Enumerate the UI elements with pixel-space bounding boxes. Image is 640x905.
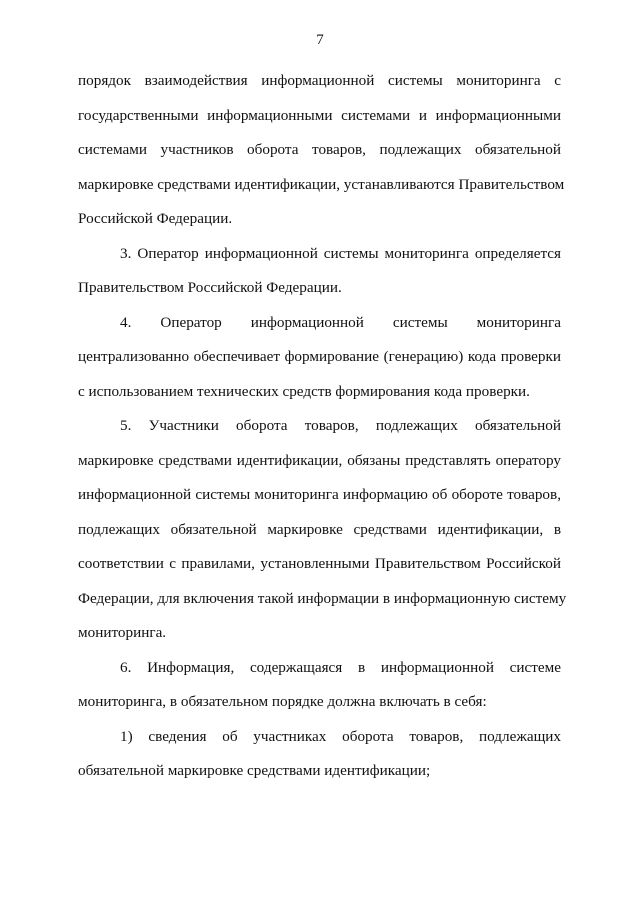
text-line: Федерации, для включения такой информации в информационную систему (78, 589, 567, 607)
text-line: маркировке средствами идентификации, обязаны представлять оператору (78, 451, 561, 469)
text-line: централизованно обеспечивает формирование (генерацию) кода проверки (78, 348, 561, 365)
paragraph-3 (78, 237, 561, 306)
paragraph-6-item-1 (78, 720, 561, 789)
text-line: маркировке средствами идентификации, устанавливаются Правительством (78, 175, 565, 193)
text-line: подлежащих обязательной маркировке средствами идентификации, в (78, 520, 561, 538)
text-line: Правительством Российской Федерации. (78, 279, 342, 296)
text-line: соответствии с правилами, установленными Правительством Российской (78, 555, 561, 572)
page-number: 7 (316, 32, 324, 48)
text-line: системами участников оборота товаров, подлежащих обязательной (78, 141, 561, 158)
paragraph-6 (78, 651, 561, 720)
text-line: с использованием технических средств формирования кода проверки. (78, 382, 530, 400)
text-line: Российской Федерации. (78, 210, 233, 227)
paragraph-5 (78, 409, 567, 651)
text-line: порядок взаимодействия информационной системы мониторинга с (78, 72, 561, 89)
text-line: обязательной маркировке средствами идентификации; (78, 762, 431, 779)
text-line: 5. Участники оборота товаров, подлежащих обязательной (120, 417, 561, 434)
text-line: информационной системы мониторинга информацию об обороте товаров, (78, 486, 561, 503)
document-body (78, 64, 567, 789)
paragraph-4 (78, 306, 561, 410)
text-line: мониторинга. (78, 624, 167, 641)
text-line: 1) сведения об участниках оборота товаров, подлежащих (120, 727, 561, 745)
text-line: 3. Оператор информационной системы мониторинга определяется (120, 244, 561, 262)
text-line: 6. Информация, содержащаяся в информационной системе (120, 658, 561, 676)
text-line: мониторинга, в обязательном порядке должна включать в себя: (78, 693, 487, 710)
paragraph-intro (78, 64, 565, 237)
text-line: государственными информационными системами и информационными (78, 106, 561, 124)
text-line: 4. Оператор информационной системы мониторинга (120, 313, 561, 331)
